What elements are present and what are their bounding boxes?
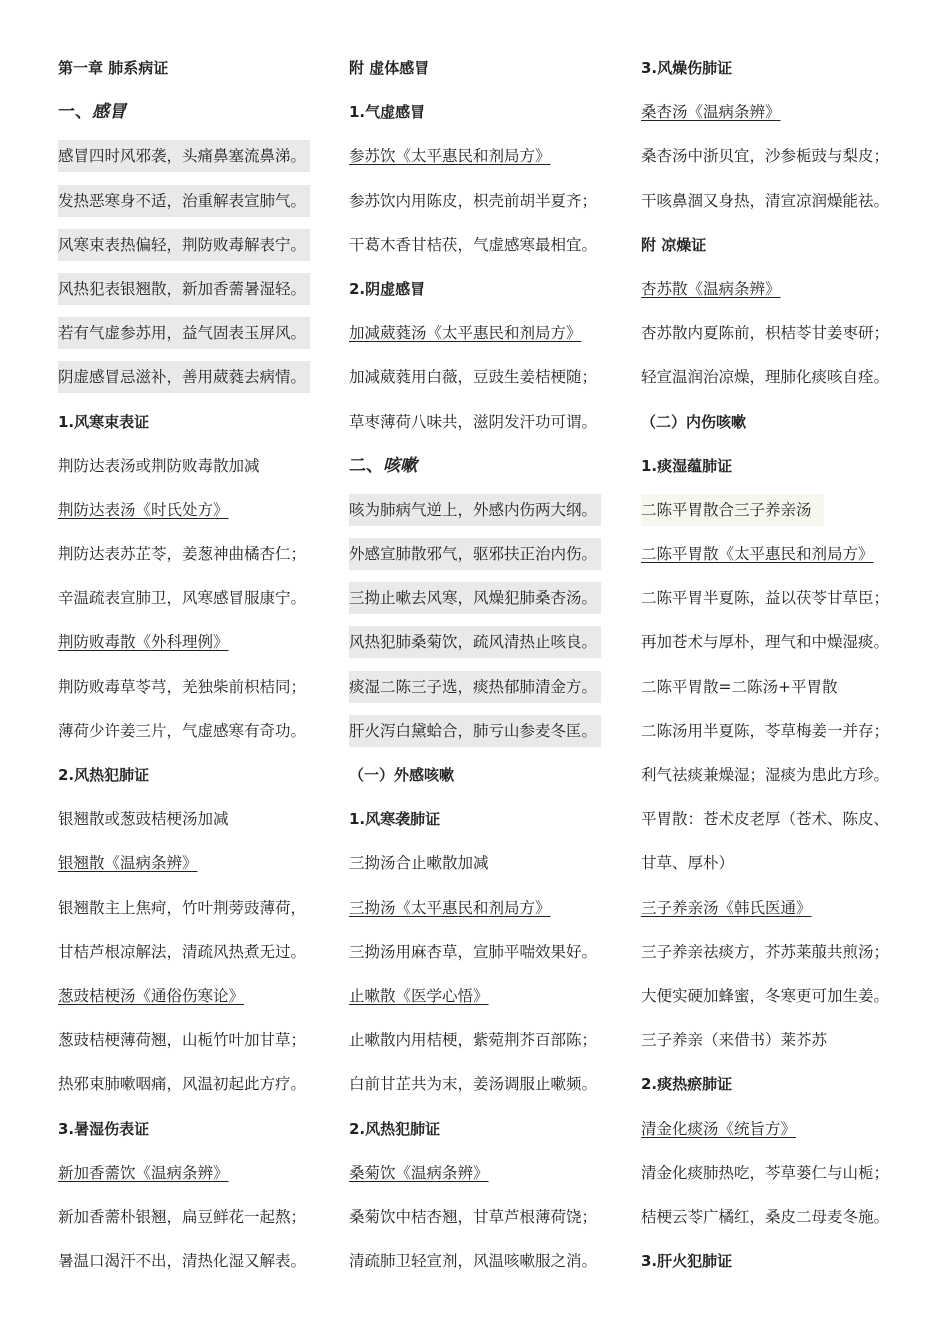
- line-text: 三拗止嗽去风寒，风燥犯肺桑杏汤。: [349, 582, 601, 614]
- highlighted-verse-line: [58, 273, 330, 317]
- text-line: [58, 450, 330, 494]
- text-line: [349, 1245, 625, 1289]
- highlighted-verse-line: [349, 538, 625, 582]
- line-text: 发热恶寒身不适，治重解表宣肺气。: [58, 185, 310, 217]
- formula-source-line: [641, 892, 931, 936]
- line-text: 一、感冒: [58, 102, 126, 123]
- formula-source-line: [349, 1157, 625, 1201]
- line-text: 1.痰湿蕴肺证: [641, 456, 733, 475]
- text-line: [641, 847, 931, 891]
- heading-line: [641, 1245, 931, 1289]
- heading-line: [58, 1113, 330, 1157]
- text-line: [641, 582, 931, 626]
- text-line: [58, 1024, 330, 1068]
- line-text: 肝火泻白黛蛤合，肺亏山参麦冬匡。: [349, 715, 601, 747]
- line-text: 利气祛痰兼燥湿；湿痰为患此方珍。: [641, 766, 890, 784]
- formula-source-line: [641, 273, 931, 317]
- text-line: [58, 582, 330, 626]
- line-text: 二陈平胃散=二陈汤+平胃散: [641, 677, 838, 696]
- heading-line: [641, 450, 931, 494]
- formula-source-line: [349, 980, 625, 1024]
- highlighted-verse-line: [58, 185, 330, 229]
- line-text: 风寒束表热偏轻，荆防败毒解表宁。: [58, 229, 310, 261]
- highlighted-verse-line: [58, 229, 330, 273]
- line-text: 加减葳蕤用白薇，豆豉生姜桔梗随；: [349, 368, 598, 387]
- line-text: 大便实硬加蜂蜜，冬寒更可加生姜。: [641, 986, 890, 1005]
- heading-line: [641, 406, 931, 450]
- line-text: 1.风寒束表证: [58, 412, 150, 431]
- highlighted-verse-line: [58, 140, 330, 184]
- line-text: 杏苏散《温病条辨》: [641, 279, 781, 298]
- line-text: 辛温疏表宣肺卫，风寒感冒服康宁。: [58, 589, 307, 608]
- line-text: 干葛木香甘桔茯，气虚感寒最相宜。: [349, 235, 598, 254]
- text-line: [58, 1245, 330, 1289]
- line-text: 荆防达表汤《时氏处方》: [58, 500, 229, 519]
- text-line: [58, 671, 330, 715]
- line-text: 新加香薷饮《温病条辨》: [58, 1163, 229, 1182]
- text-line: [349, 406, 625, 450]
- line-text: 三子养亲汤《韩氏医通》: [641, 898, 812, 917]
- line-text: 咳为肺病气逆上，外感内伤两大纲。: [349, 494, 601, 526]
- line-text: 三子养亲祛痰方，芥苏莱菔共煎汤；: [641, 942, 890, 961]
- line-text: 清金化痰汤《统旨方》: [641, 1119, 797, 1138]
- text-line: [58, 803, 330, 847]
- line-text: 清金化痰肺热吃，芩草蒌仁与山栀；: [641, 1163, 890, 1182]
- line-text: 甘桔芦根凉解法，清疏风热煮无过。: [58, 942, 307, 961]
- line-text: 桔梗云苓广橘红，桑皮二母麦冬施。: [641, 1207, 890, 1226]
- text-line: [58, 715, 330, 759]
- formula-source-line: [58, 1157, 330, 1201]
- line-text: 葱豉桔梗汤《通俗伤寒论》: [58, 986, 245, 1005]
- heading-line: [58, 406, 330, 450]
- line-text: 2.风热犯肺证: [58, 766, 150, 784]
- line-text: 荆防败毒散《外科理例》: [58, 633, 229, 652]
- text-line: [641, 317, 931, 361]
- text-line: [641, 715, 931, 759]
- line-text: 第一章 肺系病证: [58, 59, 169, 77]
- line-text: 加减葳蕤汤《太平惠民和剂局方》: [349, 324, 582, 343]
- heading-line: [349, 96, 625, 140]
- column-left: [58, 52, 330, 1289]
- line-text: 2.风热犯肺证: [349, 1119, 441, 1138]
- text-line: [641, 936, 931, 980]
- formula-source-line: [58, 847, 330, 891]
- line-text: 参苏饮内用陈皮，枳壳前胡半夏齐；: [349, 191, 598, 210]
- text-line: [349, 936, 625, 980]
- line-text: 桑菊饮《温病条辨》: [349, 1163, 489, 1182]
- formula-source-line: [349, 892, 625, 936]
- formula-source-line: [349, 140, 625, 184]
- line-text: 2.痰热瘀肺证: [641, 1075, 733, 1094]
- text-line: [641, 1024, 931, 1068]
- formula-source-line: [641, 1113, 931, 1157]
- line-text: 轻宣温润治凉燥，理肺化痰咳自痊。: [641, 368, 890, 387]
- heading-line: [349, 273, 625, 317]
- heading-line: [349, 52, 625, 96]
- line-text: 3.肝火犯肺证: [641, 1252, 733, 1271]
- highlighted-verse-line: [641, 494, 931, 538]
- heading-line: [58, 52, 330, 96]
- heading-line: [349, 759, 625, 803]
- line-text: 风热犯表银翘散，新加香薷暑湿轻。: [58, 273, 310, 305]
- line-text: 桑杏汤《温病条辨》: [641, 103, 781, 122]
- text-line: [641, 803, 931, 847]
- line-text: 三拗汤《太平惠民和剂局方》: [349, 898, 551, 917]
- heading-line: [641, 52, 931, 96]
- line-text: 桑菊饮中桔杏翘，甘草芦根薄荷饶；: [349, 1207, 598, 1226]
- highlighted-verse-line: [349, 671, 625, 715]
- formula-source-line: [641, 538, 931, 582]
- line-text: 葱豉桔梗薄荷翘，山栀竹叶加甘草；: [58, 1031, 307, 1050]
- text-line: [349, 1024, 625, 1068]
- text-line: [58, 1068, 330, 1112]
- text-line: [349, 185, 625, 229]
- line-text: 感冒四时风邪袭，头痛鼻塞流鼻涕。: [58, 140, 310, 172]
- line-text: 三拗汤合止嗽散加减: [349, 854, 489, 873]
- heading-line: [58, 759, 330, 803]
- highlighted-verse-line: [349, 626, 625, 670]
- line-text: 草枣薄荷八味共，滋阴发汗功可谓。: [349, 412, 598, 431]
- line-text: 三子养亲（来借书）莱芥苏: [641, 1031, 828, 1050]
- column-right: [641, 52, 931, 1289]
- line-text: 热邪束肺嗽咽痛，风温初起此方疗。: [58, 1075, 307, 1094]
- line-text: 1.气虚感冒: [349, 103, 426, 122]
- text-line: [641, 185, 931, 229]
- line-text: 二、咳嗽: [349, 455, 417, 476]
- text-line: [641, 980, 931, 1024]
- text-line: [349, 361, 625, 405]
- heading-line: [641, 1068, 931, 1112]
- highlighted-verse-line: [349, 715, 625, 759]
- line-text: 二陈汤用半夏陈，苓草梅姜一并存；: [641, 721, 890, 740]
- line-text: 暑温口渴汗不出，清热化湿又解表。: [58, 1252, 307, 1271]
- line-text: 附 凉燥证: [641, 235, 707, 254]
- highlighted-verse-line: [349, 582, 625, 626]
- text-line: [641, 759, 931, 803]
- line-text: 再加苍术与厚朴，理气和中燥湿痰。: [641, 633, 890, 652]
- text-line: [58, 892, 330, 936]
- line-text: 3.暑湿伤表证: [58, 1119, 150, 1138]
- heading-line: [641, 229, 931, 273]
- section-title: [58, 96, 330, 140]
- formula-source-line: [58, 626, 330, 670]
- line-text: 干咳鼻涸又身热，清宣凉润燥能祛。: [641, 191, 890, 210]
- line-text: 新加香薷朴银翘，扁豆鲜花一起熬；: [58, 1207, 307, 1226]
- line-text: 止嗽散内用桔梗，紫菀荆芥百部陈；: [349, 1031, 598, 1050]
- line-text: 荆防达表汤或荆防败毒散加减: [58, 456, 260, 475]
- line-text: 2.阴虚感冒: [349, 279, 426, 298]
- line-text: 甘草、厚朴）: [641, 854, 735, 873]
- text-line: [58, 936, 330, 980]
- line-text: 痰湿二陈三子选，痰热郁肺清金方。: [349, 671, 601, 703]
- text-line: [641, 671, 931, 715]
- line-text: 止嗽散《医学心悟》: [349, 986, 489, 1005]
- text-line: [58, 538, 330, 582]
- line-text: 白前甘芷共为末，姜汤调服止嗽频。: [349, 1075, 598, 1094]
- section-title: [349, 450, 625, 494]
- line-text: 杏苏散内夏陈前，枳桔苓甘姜枣研；: [641, 324, 890, 343]
- formula-source-line: [349, 317, 625, 361]
- line-text: 银翘散或葱豉桔梗汤加减: [58, 810, 229, 829]
- formula-source-line: [641, 96, 931, 140]
- line-text: 风热犯肺桑菊饮，疏风清热止咳良。: [349, 626, 601, 658]
- line-text: （二）内伤咳嗽: [641, 412, 747, 431]
- line-text: 三拗汤用麻杏草，宣肺平喘效果好。: [349, 942, 598, 961]
- line-text: 附 虚体感冒: [349, 59, 430, 77]
- line-text: 清疏肺卫轻宣剂，风温咳嗽服之消。: [349, 1252, 598, 1271]
- line-text: 薄荷少许姜三片，气虚感寒有奇功。: [58, 721, 307, 740]
- highlighted-verse-line: [58, 317, 330, 361]
- line-text: 二陈平胃散合三子养亲汤: [641, 494, 824, 526]
- text-line: [641, 140, 931, 184]
- line-text: 阴虚感冒忌滋补，善用葳蕤去病情。: [58, 361, 310, 393]
- line-text: 二陈平胃半夏陈，益以茯苓甘草臣；: [641, 589, 890, 608]
- heading-line: [349, 803, 625, 847]
- heading-line: [349, 1113, 625, 1157]
- line-text: 银翘散《温病条辨》: [58, 854, 198, 873]
- highlighted-verse-line: [349, 494, 625, 538]
- line-text: 参苏饮《太平惠民和剂局方》: [349, 147, 551, 166]
- line-text: 银翘散主上焦疴，竹叶荆蒡豉薄荷，: [58, 898, 307, 917]
- formula-source-line: [58, 494, 330, 538]
- text-line: [349, 229, 625, 273]
- text-line: [641, 1201, 931, 1245]
- formula-source-line: [58, 980, 330, 1024]
- text-line: [641, 361, 931, 405]
- line-text: 桑杏汤中浙贝宜，沙参栀豉与梨皮；: [641, 147, 890, 166]
- line-text: 1.风寒袭肺证: [349, 810, 441, 829]
- line-text: 3.风燥伤肺证: [641, 59, 733, 77]
- text-line: [349, 847, 625, 891]
- line-text: 荆防败毒草苓芎，羌独柴前枳桔同；: [58, 677, 307, 696]
- text-line: [58, 1201, 330, 1245]
- line-text: 荆防达表苏芷苓，姜葱神曲橘杏仁；: [58, 545, 307, 564]
- highlighted-verse-line: [58, 361, 330, 405]
- line-text: 外感宣肺散邪气，驱邪扶正治内伤。: [349, 538, 601, 570]
- line-text: 平胃散：苍术皮老厚（苍术、陈皮、: [641, 810, 890, 829]
- line-text: 二陈平胃散《太平惠民和剂局方》: [641, 545, 874, 564]
- line-text: 若有气虚参苏用，益气固表玉屏风。: [58, 317, 310, 349]
- text-line: [349, 1068, 625, 1112]
- text-line: [641, 626, 931, 670]
- column-middle: [349, 52, 625, 1289]
- text-line: [641, 1157, 931, 1201]
- text-line: [349, 1201, 625, 1245]
- line-text: （一）外感咳嗽: [349, 766, 455, 784]
